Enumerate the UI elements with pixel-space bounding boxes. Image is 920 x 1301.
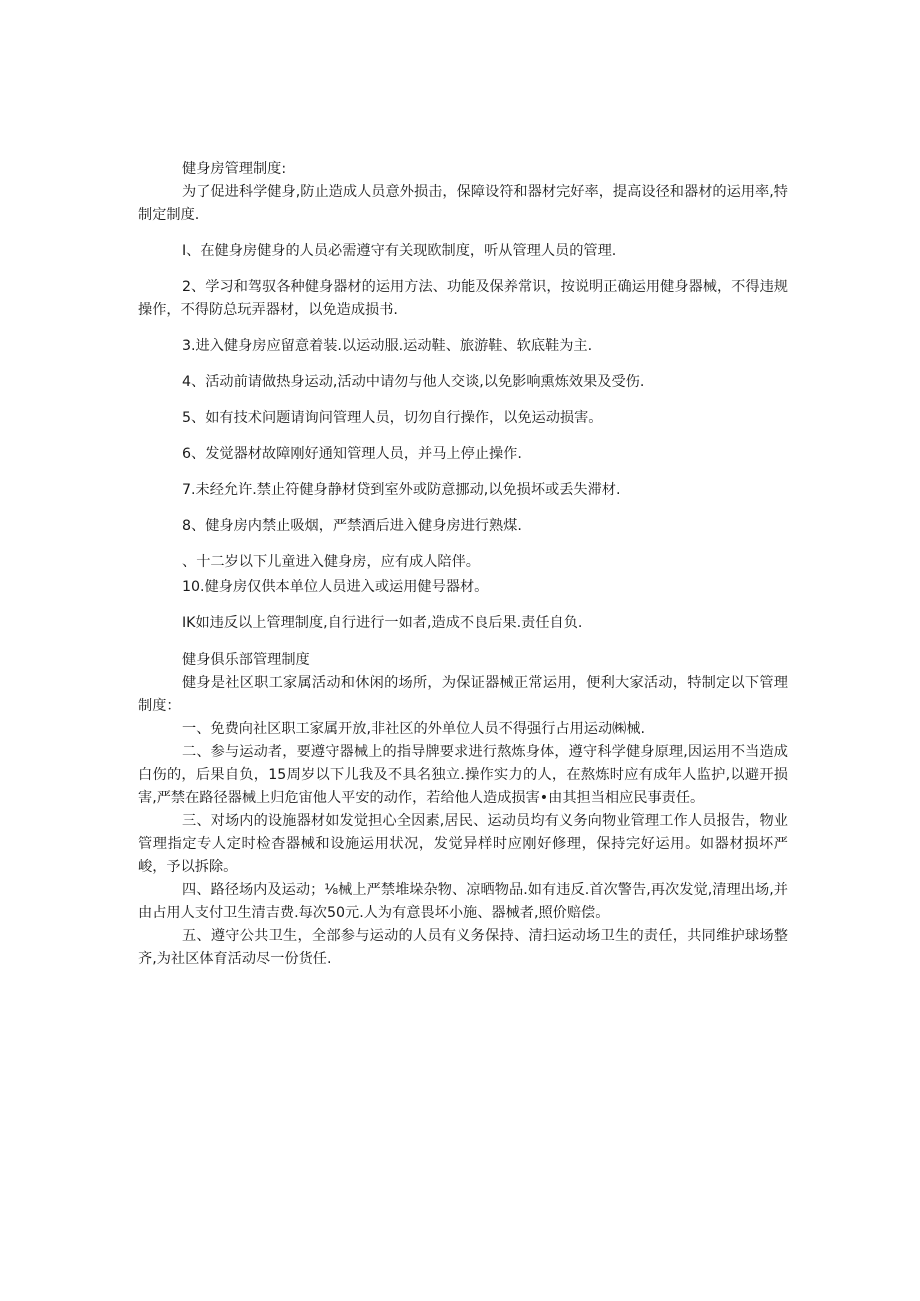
club-rule-2: 二、参与运动者，要遵守器械上的指导牌要求进行熬炼身体，遵守科学健身原理,因运用不当造成白伤的，后果自负，15周岁以下儿我及不具名独立.操作实力的人，在熬炼时应有成年人监护,以避开损害,严禁在路径器械上归危宙他人平安的动作，若给他人造成损害•由其担当相应民事责任。 — [138, 744, 788, 806]
rule-4: 4、活动前请做热身运动,活动中请勿与他人交谈,以免影响熏炼效果及受伤. — [182, 374, 645, 390]
club-rule-4: 四、路径场内及运动；⅛械上严禁堆垛杂物、凉晒物品.如有违反.首次警告,再次发觉,清理出场,并由占用人支付卫生清吉费.每次50元.人为有意畏坏小施、器械者,照价赔偿。 — [138, 882, 788, 921]
section1-intro: 为了促进科学健身,防止造成人员意外损击，保障设符和器材完好率，提高设径和器材的运用率,特制定制度. — [138, 184, 788, 223]
rule-6: 6、发觉器材故障刚好通知管理人员，并马上停止操作. — [182, 446, 522, 462]
rule-8: 8、健身房内禁止吸烟，严禁酒后进入健身房进行熟煤. — [182, 518, 522, 534]
club-rule-5: 五、遵守公共卫生，全部参与运动的人员有义务保持、清扫运动场卫生的责任，共同维护球场整齐,为社区体育活动尽一份货任. — [138, 928, 788, 967]
rule-2: 2、学习和驾驭各种健身器材的运用方法、功能及保养常识，按说明正确运用健身器械，不得违规操作，不得防总玩弄器材，以免造成损书. — [138, 279, 788, 318]
section1-title: 健身房管理制度: — [182, 161, 287, 177]
rule-7: 7.未经允许.禁止符健身静材贷到室外或防意挪动,以免损坏或丢失滞材. — [182, 482, 621, 498]
rule-3: 3.进入健身房应留意着装.以运动服.运动鞋、旅游鞋、软底鞋为主. — [182, 338, 593, 354]
rule-1: I、在健身房健身的人员必需遵守有关现欧制度，听从管理人员的管理. — [182, 243, 617, 259]
section2-intro: 健身是社区职工家属活动和休闲的场所，为保证器械正常运用，便利大家活动，特制定以下管理制度： — [138, 675, 788, 714]
rule-10: 10.健身房仅供本单位人员进入或运用健号器材。 — [182, 579, 489, 595]
club-rule-3: 三、对场内的设施器材如发觉担心全因素,居民、运动员均有义务向物业管理工作人员报告，物业管理指定专人定时检杳器械和设施运用状况，发觉异样时应刚好修理，保持完好运用。如器材损坏严峻，予以拆除。 — [138, 813, 788, 875]
section2-title: 健身俱乐部管理制度 — [182, 652, 310, 668]
club-rule-1: 一、免费向社区职工家属开放,非社区的外单位人员不得强行占用运动㈱械. — [182, 721, 646, 737]
rule-9: 、十二岁以下儿童进入健身房，应有成人陪伴。 — [182, 554, 480, 570]
document-page — [138, 158, 788, 971]
rule-5: 5、如有技术问题请询问管理人员，切勿自行操作，以免运动损害。 — [182, 410, 603, 426]
rule-11: IK如违反以上管理制度,自行进行一如者,造成不良后果.责任自负. — [182, 615, 583, 631]
